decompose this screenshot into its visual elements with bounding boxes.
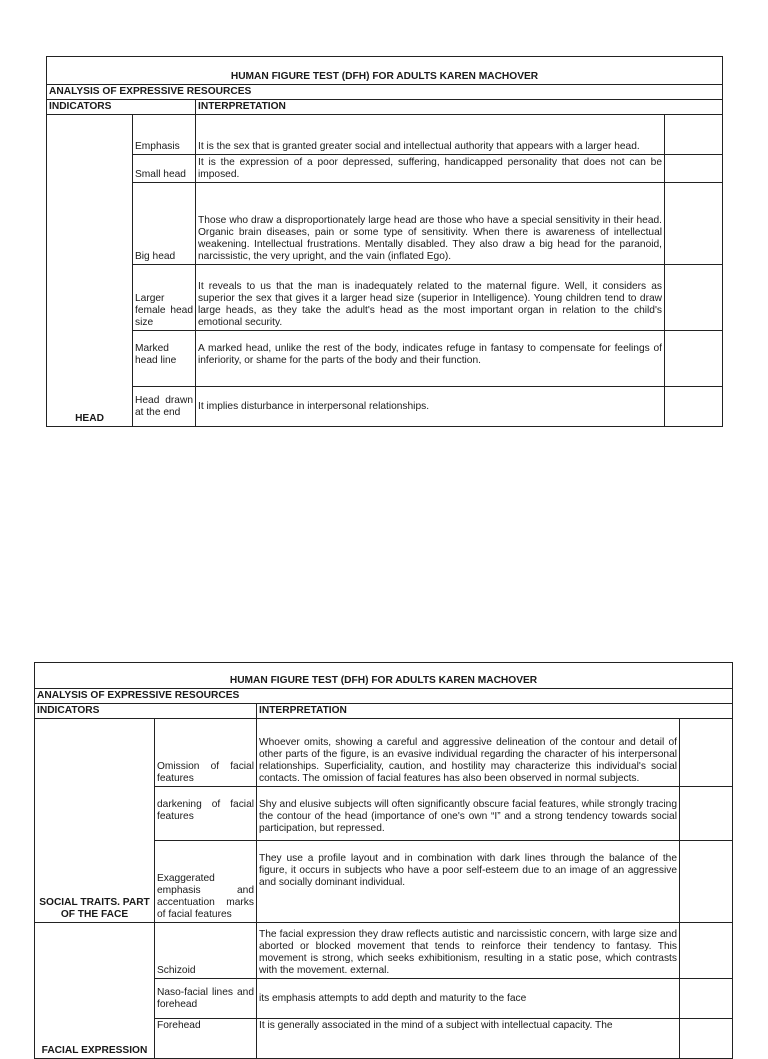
interpretation-cell: Those who draw a disproportionately large head are those who have a special sensitivity in their head. Organic brain diseases, pain or some type of sensitivity. When there is awareness of intellectual weakening. Intellectual frustrations. Mentally disabled. They also draw a big head for the paranoid, narcissistic, the very upright, and the vain (inflated Ego). — [196, 183, 665, 265]
column-header-interpretation: INTERPRETATION — [196, 100, 723, 115]
indicator-cell: darkening of facial features — [155, 787, 257, 841]
analysis-table-head — [46, 56, 723, 427]
interpretation-cell: It is the expression of a poor depressed, suffering, handicapped personality that does not can be imposed. — [196, 155, 665, 183]
table-subtitle: ANALYSIS OF EXPRESSIVE RESOURCES — [47, 85, 723, 100]
indicator-cell: Exaggerated emphasis and accentuation marks of facial features — [155, 841, 257, 923]
blank-cell — [680, 719, 733, 787]
indicator-cell: Schizoid — [155, 923, 257, 979]
interpretation-cell: its emphasis attempts to add depth and maturity to the face — [257, 979, 680, 1019]
blank-cell — [665, 115, 723, 155]
table-title: HUMAN FIGURE TEST (DFH) FOR ADULTS KAREN MACHOVER — [47, 57, 723, 85]
indicator-cell: Head drawn at the end — [133, 387, 196, 427]
interpretation-cell: Shy and elusive subjects will often significantly obscure facial features, while strongly tracing the contour of the head (importance of one's own “I” and a strong tendency towards social participation, but repressed. — [257, 787, 680, 841]
column-header-indicators: INDICATORS — [35, 704, 257, 719]
interpretation-cell: A marked head, unlike the rest of the body, indicates refuge in fantasy to compensate for feelings of inferiority, or shame for the parts of the body and their function. — [196, 331, 665, 387]
table-title: HUMAN FIGURE TEST (DFH) FOR ADULTS KAREN MACHOVER — [35, 663, 733, 689]
interpretation-cell: It reveals to us that the man is inadequately related to the maternal figure. Well, it considers as superior the sex that gives it a larger head size (superior in Intelligence). Young children tend to draw large heads, as they take the adult's head as the most important organ in relation to the child's emotional security. — [196, 265, 665, 331]
blank-cell — [665, 183, 723, 265]
column-header-indicators: INDICATORS — [47, 100, 196, 115]
blank-cell — [680, 787, 733, 841]
indicator-cell: Small head — [133, 155, 196, 183]
blank-cell — [665, 265, 723, 331]
analysis-table-face — [34, 662, 733, 1059]
interpretation-cell: They use a profile layout and in combination with dark lines through the balance of the figure, it occurs in subjects who have a poor self-esteem due to an image of an aggressive and socially dominant individual. — [257, 841, 680, 923]
blank-cell — [680, 923, 733, 979]
indicator-cell: Naso-facial lines and forehead — [155, 979, 257, 1019]
interpretation-cell: The facial expression they draw reflects autistic and narcissistic concern, with large size and aborted or blocked movement that tends to reinforce their tendency to fantasy. This movement is strong, which seeks exhibitionism, resulting in a static pose, which contrasts with the movement. external. — [257, 923, 680, 979]
blank-cell — [665, 331, 723, 387]
blank-cell — [665, 155, 723, 183]
indicator-cell: Omission of facial features — [155, 719, 257, 787]
indicator-cell: Emphasis — [133, 115, 196, 155]
blank-cell — [680, 1019, 733, 1059]
interpretation-cell: It is generally associated in the mind of a subject with intellectual capacity. The — [257, 1019, 680, 1059]
interpretation-cell: It is the sex that is granted greater social and intellectual authority that appears with a larger head. — [196, 115, 665, 155]
category-facial-expression: FACIAL EXPRESSION — [35, 923, 155, 1059]
table-subtitle: ANALYSIS OF EXPRESSIVE RESOURCES — [35, 689, 733, 704]
interpretation-cell: It implies disturbance in interpersonal relationships. — [196, 387, 665, 427]
column-header-interpretation: INTERPRETATION — [257, 704, 733, 719]
category-social-traits: SOCIAL TRAITS. PART OF THE FACE — [35, 719, 155, 923]
indicator-cell: Larger female head size — [133, 265, 196, 331]
interpretation-cell: Whoever omits, showing a careful and aggressive delineation of the contour and detail of other parts of the figure, is an evasive individual regarding the character of his interpersonal relationships. Superficiality, caution, and hostility may characterize this individual's social contacts. The omission of facial features has also been observed in normal subjects. — [257, 719, 680, 787]
indicator-cell: Big head — [133, 183, 196, 265]
blank-cell — [680, 979, 733, 1019]
blank-cell — [680, 841, 733, 923]
blank-cell — [665, 387, 723, 427]
indicator-cell: Forehead — [155, 1019, 257, 1059]
indicator-cell: Marked head line — [133, 331, 196, 387]
category-head: HEAD — [47, 115, 133, 427]
